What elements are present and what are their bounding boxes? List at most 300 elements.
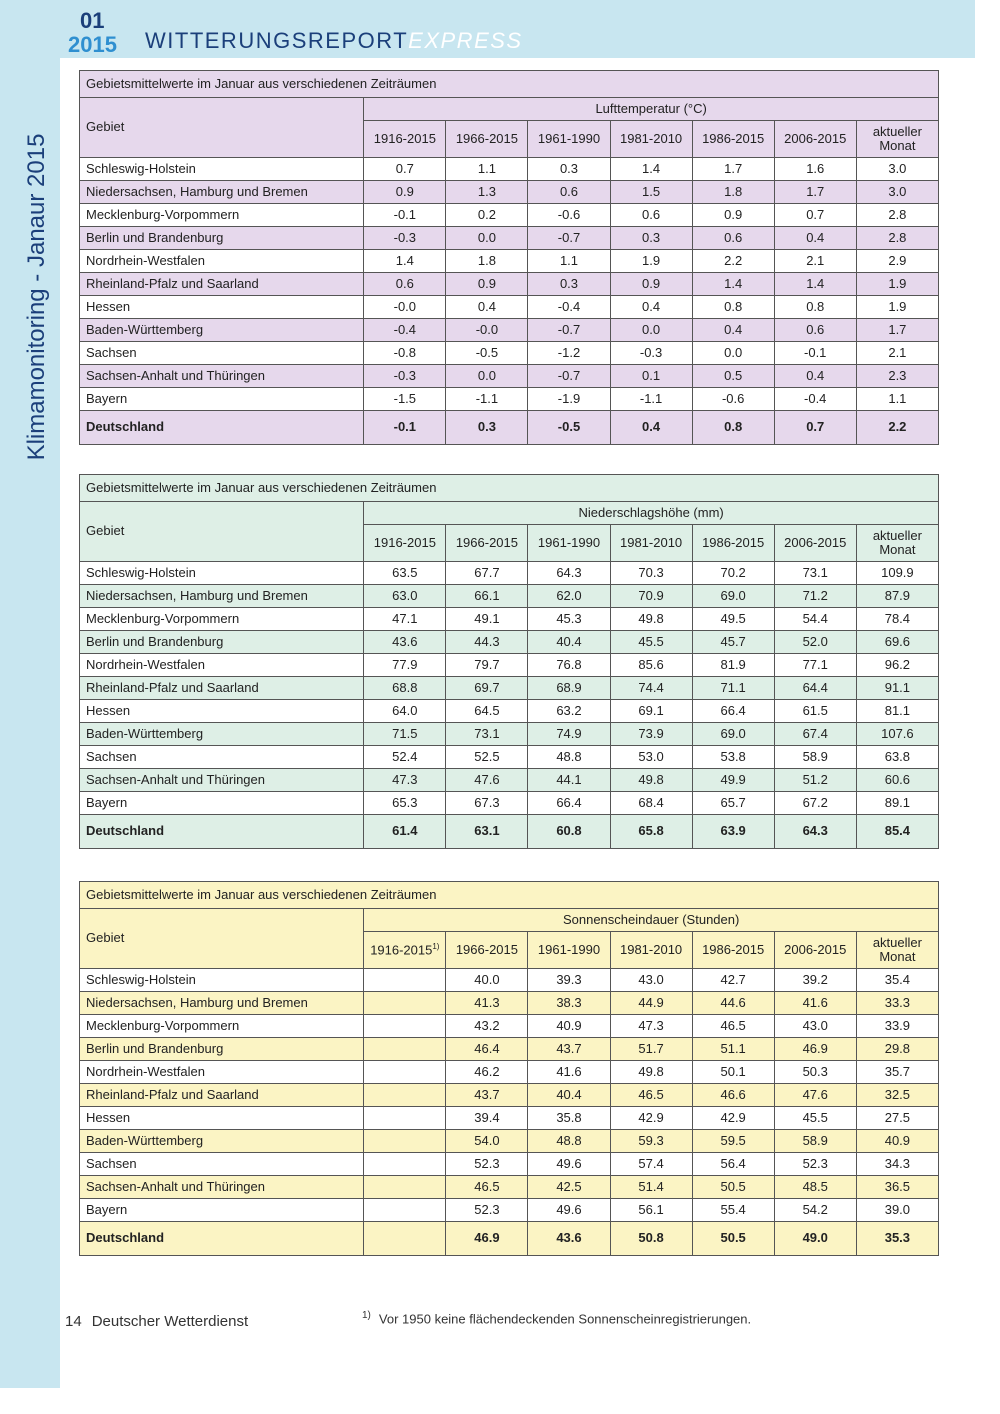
value-cell: 1.8 [446,250,528,273]
value-cell: 43.7 [528,1038,610,1061]
value-cell: 91.1 [856,677,938,700]
period-column-header [774,121,856,158]
period-label: 2006-2015 [784,130,847,146]
table-row [80,388,939,411]
value-cell [364,969,446,992]
current-month-header [856,121,938,158]
value-cell: 0.4 [774,365,856,388]
value-cell: 0.1 [610,365,692,388]
current-month-label-1: aktueller [872,123,922,139]
value-cell: 107.6 [856,723,938,746]
value-cell: 1.9 [856,273,938,296]
period-label: 1916-2015 [373,130,436,146]
table-row [80,250,939,273]
parameter-header: Lufttemperatur (°C) [364,98,939,121]
region-name: Schleswig-Holstein [80,562,364,585]
period-column-header [446,121,528,158]
table-row [80,1199,939,1222]
side-title: Klimamonitoring - Janaur 2015 [23,133,50,461]
page-number: 14 [65,1313,82,1330]
table-row [80,1176,939,1199]
value-cell: 52.0 [774,631,856,654]
value-cell: 44.6 [692,992,774,1015]
region-name: Baden-Württemberg [80,1130,364,1153]
table-row [80,723,939,746]
value-cell: 70.2 [692,562,774,585]
value-cell: 0.8 [692,296,774,319]
total-value-cell: 65.8 [610,815,692,849]
period-column-header [528,932,610,969]
total-value-cell: 63.1 [446,815,528,849]
value-cell: 71.2 [774,585,856,608]
value-cell: 2.8 [856,227,938,250]
table-row [80,1061,939,1084]
table-row [80,365,939,388]
value-cell: 69.1 [610,700,692,723]
value-cell [364,1153,446,1176]
value-cell: 67.2 [774,792,856,815]
value-cell: 45.5 [610,631,692,654]
region-name: Baden-Württemberg [80,319,364,342]
value-cell: 49.8 [610,608,692,631]
value-cell: 73.1 [446,723,528,746]
value-cell: 0.4 [774,227,856,250]
value-cell: 42.9 [692,1107,774,1130]
value-cell: 48.5 [774,1176,856,1199]
value-cell: -1.9 [528,388,610,411]
region-name: Bayern [80,792,364,815]
table-row [80,585,939,608]
value-cell: 35.7 [856,1061,938,1084]
period-label: 1981-2010 [619,941,683,957]
value-cell: 65.3 [364,792,446,815]
value-cell: 2.8 [856,204,938,227]
value-cell: 0.9 [610,273,692,296]
value-cell: 63.5 [364,562,446,585]
region-name: Sachsen-Anhalt und Thüringen [80,1176,364,1199]
region-name: Rheinland-Pfalz und Saarland [80,273,364,296]
value-cell: -0.3 [364,365,446,388]
value-cell [364,1084,446,1107]
value-cell: 1.8 [692,181,774,204]
value-cell: 45.7 [692,631,774,654]
value-cell: -0.4 [364,319,446,342]
value-cell: 51.2 [774,769,856,792]
value-cell: 68.8 [364,677,446,700]
period-column-header [528,525,610,562]
value-cell: -0.4 [774,388,856,411]
current-month-header [856,525,938,562]
total-value-cell: 50.8 [610,1222,692,1256]
value-cell: 32.5 [856,1084,938,1107]
region-name: Rheinland-Pfalz und Saarland [80,1084,364,1107]
value-cell: 46.6 [692,1084,774,1107]
current-month-label-1: aktueller [872,527,922,543]
value-cell: -0.3 [364,227,446,250]
value-cell: 58.9 [774,1130,856,1153]
period-label: 2006-2015 [784,941,847,957]
value-cell [364,1199,446,1222]
value-cell: -0.1 [774,342,856,365]
value-cell: 60.6 [856,769,938,792]
value-cell: 1.6 [774,158,856,181]
total-value-cell: 43.6 [528,1222,610,1256]
value-cell: 1.4 [774,273,856,296]
region-name: Nordrhein-Westfalen [80,250,364,273]
total-value-cell: 46.9 [446,1222,528,1256]
total-row [80,1222,939,1256]
total-value-cell: 64.3 [774,815,856,849]
value-cell: 40.4 [528,1084,610,1107]
value-cell: 47.6 [774,1084,856,1107]
value-cell: -0.5 [446,342,528,365]
caption-row [80,71,939,98]
value-cell: 52.3 [446,1199,528,1222]
value-cell: 1.7 [692,158,774,181]
value-cell: 0.3 [610,227,692,250]
value-cell: 51.7 [610,1038,692,1061]
period-label: 1966-2015 [455,130,518,146]
value-cell: 63.8 [856,746,938,769]
value-cell: 62.0 [528,585,610,608]
value-cell: 63.2 [528,700,610,723]
value-cell: -0.3 [610,342,692,365]
value-cell: 73.9 [610,723,692,746]
value-cell: 45.5 [774,1107,856,1130]
value-cell: 79.7 [446,654,528,677]
value-cell: 46.9 [774,1038,856,1061]
value-cell: 0.0 [692,342,774,365]
temperature-table [79,70,939,445]
issue-number: 01 [80,8,105,33]
current-month-label-2: Monat [879,949,916,964]
value-cell: 46.5 [610,1084,692,1107]
value-cell: -0.7 [528,319,610,342]
value-cell: 53.0 [610,746,692,769]
value-cell: 81.1 [856,700,938,723]
caption-row [80,882,939,909]
current-month-label-2: Monat [879,542,916,557]
region-name: Bayern [80,1199,364,1222]
brand-main: WITTERUNGSREPORT [145,28,409,53]
period-label: 1916-2015 [370,942,433,958]
value-cell: 67.4 [774,723,856,746]
total-value-cell: 0.8 [692,411,774,445]
total-region: Deutschland [80,815,364,849]
period-column-header [446,932,528,969]
value-cell [364,1015,446,1038]
gebiet-header: Gebiet [80,909,364,969]
total-region: Deutschland [80,411,364,445]
value-cell: 69.6 [856,631,938,654]
value-cell: 41.6 [528,1061,610,1084]
value-cell: 45.3 [528,608,610,631]
table-row [80,273,939,296]
table-row [80,319,939,342]
value-cell: 0.8 [774,296,856,319]
region-name: Schleswig-Holstein [80,158,364,181]
current-month-label-1: aktueller [872,934,922,950]
value-cell: 0.4 [446,296,528,319]
value-cell: 39.4 [446,1107,528,1130]
value-cell: 65.7 [692,792,774,815]
total-value-cell: 35.3 [856,1222,938,1256]
value-cell: 1.7 [856,319,938,342]
value-cell: 1.1 [856,388,938,411]
period-label: 1961-1990 [537,534,601,550]
value-cell: 1.9 [856,296,938,319]
region-name: Sachsen-Anhalt und Thüringen [80,769,364,792]
value-cell: 85.6 [610,654,692,677]
value-cell: 0.7 [364,158,446,181]
value-cell: -0.7 [528,365,610,388]
value-cell: 46.5 [692,1015,774,1038]
table-row [80,1107,939,1130]
period-column-header [692,121,774,158]
value-cell: 49.9 [692,769,774,792]
total-value-cell: -0.5 [528,411,610,445]
region-name: Mecklenburg-Vorpommern [80,204,364,227]
period-label: 1986-2015 [702,534,765,550]
period-label: 1981-2010 [619,130,683,146]
table-row [80,158,939,181]
region-name: Nordrhein-Westfalen [80,654,364,677]
value-cell: 40.4 [528,631,610,654]
value-cell: 49.6 [528,1199,610,1222]
value-cell: 71.1 [692,677,774,700]
value-cell: 0.4 [692,319,774,342]
value-cell: 64.4 [774,677,856,700]
caption-row [80,475,939,502]
value-cell: 33.9 [856,1015,938,1038]
value-cell: 52.3 [446,1153,528,1176]
value-cell: 71.5 [364,723,446,746]
region-name: Berlin und Brandenburg [80,631,364,654]
value-cell: 0.5 [692,365,774,388]
total-row [80,815,939,849]
value-cell: 41.6 [774,992,856,1015]
value-cell: 64.3 [528,562,610,585]
value-cell: 87.9 [856,585,938,608]
parameter-header: Sonnenscheindauer (Stunden) [364,909,939,932]
value-cell [364,1176,446,1199]
value-cell: 0.0 [610,319,692,342]
value-cell: 0.4 [610,296,692,319]
value-cell: 56.1 [610,1199,692,1222]
total-value-cell: 2.2 [856,411,938,445]
gebiet-header: Gebiet [80,502,364,562]
value-cell: 54.0 [446,1130,528,1153]
value-cell: 76.8 [528,654,610,677]
period-column-header [692,932,774,969]
table-row [80,700,939,723]
value-cell: 43.7 [446,1084,528,1107]
table-row [80,746,939,769]
table-row [80,562,939,585]
value-cell [364,1107,446,1130]
value-cell: 2.3 [856,365,938,388]
value-cell: 52.3 [774,1153,856,1176]
value-cell: 0.6 [528,181,610,204]
value-cell: 77.1 [774,654,856,677]
period-label: 1986-2015 [702,130,765,146]
value-cell: 0.6 [610,204,692,227]
region-name: Mecklenburg-Vorpommern [80,1015,364,1038]
table-row [80,654,939,677]
value-cell: 56.4 [692,1153,774,1176]
value-cell: 68.9 [528,677,610,700]
value-cell: 68.4 [610,792,692,815]
table-caption: Gebietsmittelwerte im Januar aus verschiedenen Zeiträumen [80,882,939,909]
region-name: Sachsen [80,342,364,365]
value-cell: 74.4 [610,677,692,700]
period-column-header [774,525,856,562]
value-cell: 1.7 [774,181,856,204]
value-cell: 36.5 [856,1176,938,1199]
value-cell: 0.0 [446,365,528,388]
value-cell: 74.9 [528,723,610,746]
value-cell: 67.3 [446,792,528,815]
value-cell: 29.8 [856,1038,938,1061]
value-cell: 49.5 [692,608,774,631]
value-cell: 40.0 [446,969,528,992]
issue-year: 2015 [68,32,117,57]
value-cell: 64.5 [446,700,528,723]
value-cell: -1.1 [446,388,528,411]
table-row [80,227,939,250]
table-row [80,296,939,319]
region-name: Bayern [80,388,364,411]
table-row [80,1130,939,1153]
value-cell: 49.8 [610,1061,692,1084]
value-cell: 42.9 [610,1107,692,1130]
value-cell: 57.4 [610,1153,692,1176]
value-cell: 1.9 [610,250,692,273]
value-cell: 1.5 [610,181,692,204]
table-row [80,969,939,992]
value-cell: 2.1 [856,342,938,365]
value-cell: 43.2 [446,1015,528,1038]
value-cell: 69.0 [692,723,774,746]
value-cell: 50.5 [692,1176,774,1199]
value-cell: 46.2 [446,1061,528,1084]
value-cell: 49.6 [528,1153,610,1176]
value-cell: 50.3 [774,1061,856,1084]
value-cell: 1.4 [692,273,774,296]
footnote [362,1310,751,1326]
table-row [80,342,939,365]
table-row [80,1153,939,1176]
region-name: Sachsen-Anhalt und Thüringen [80,365,364,388]
period-label: 1966-2015 [455,941,518,957]
value-cell: 33.3 [856,992,938,1015]
value-cell: 44.9 [610,992,692,1015]
table-row [80,992,939,1015]
value-cell: 77.9 [364,654,446,677]
page-header [0,0,975,58]
table-row [80,677,939,700]
value-cell: 38.3 [528,992,610,1015]
period-column-header [528,121,610,158]
value-cell: 59.3 [610,1130,692,1153]
page-footer [65,1313,248,1330]
value-cell: 66.4 [692,700,774,723]
region-name: Baden-Württemberg [80,723,364,746]
parameter-header: Niederschlagshöhe (mm) [364,502,939,525]
value-cell: -0.6 [692,388,774,411]
value-cell: 47.3 [610,1015,692,1038]
value-cell: -0.8 [364,342,446,365]
period-label: 1966-2015 [455,534,518,550]
table-row [80,1084,939,1107]
period-column-header [364,121,446,158]
value-cell: 61.5 [774,700,856,723]
value-cell: 43.0 [774,1015,856,1038]
table-row [80,769,939,792]
publisher: Deutscher Wetterdienst [91,1313,249,1330]
value-cell: 43.0 [610,969,692,992]
period-label: 1986-2015 [702,941,765,957]
report-brand [145,28,523,54]
value-cell: 49.1 [446,608,528,631]
value-cell: 0.6 [774,319,856,342]
value-cell: 50.1 [692,1061,774,1084]
value-cell: 1.1 [528,250,610,273]
value-cell: 44.1 [528,769,610,792]
value-cell: 40.9 [856,1130,938,1153]
value-cell: -0.7 [528,227,610,250]
value-cell: -0.1 [364,204,446,227]
value-cell: 0.3 [528,273,610,296]
brand-sub: EXPRESS [408,28,523,53]
value-cell: 81.9 [692,654,774,677]
region-name: Rheinland-Pfalz und Saarland [80,677,364,700]
value-cell: 58.9 [774,746,856,769]
total-value-cell: -0.1 [364,411,446,445]
table-row [80,1038,939,1061]
value-cell: 70.9 [610,585,692,608]
period-column-header [364,932,446,969]
value-cell [364,992,446,1015]
value-cell: 43.6 [364,631,446,654]
total-value-cell: 0.3 [446,411,528,445]
value-cell: 46.5 [446,1176,528,1199]
table-row [80,608,939,631]
value-cell: 0.6 [692,227,774,250]
region-name: Hessen [80,700,364,723]
period-column-header [774,932,856,969]
value-cell: 0.9 [692,204,774,227]
value-cell: 3.0 [856,181,938,204]
value-cell: 52.4 [364,746,446,769]
footnote-mark: 1) [362,1310,371,1321]
period-column-header [610,932,692,969]
period-column-header [692,525,774,562]
value-cell: 0.3 [528,158,610,181]
value-cell: 49.8 [610,769,692,792]
value-cell: 73.1 [774,562,856,585]
total-value-cell: 61.4 [364,815,446,849]
value-cell: -0.0 [364,296,446,319]
header-row [80,502,939,525]
region-name: Sachsen [80,1153,364,1176]
precipitation-table [79,474,939,849]
table-row [80,181,939,204]
value-cell: 53.8 [692,746,774,769]
value-cell: 51.1 [692,1038,774,1061]
period-column-header [610,525,692,562]
value-cell: 59.5 [692,1130,774,1153]
